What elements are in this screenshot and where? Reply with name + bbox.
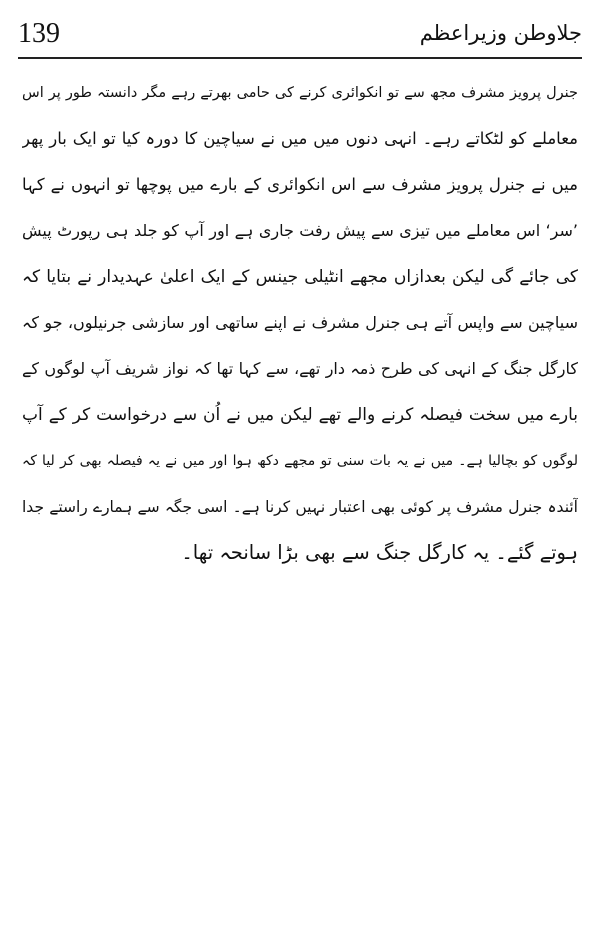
- text-line: کارگل جنگ کے انہی کی طرح ذمہ دار تھے، سے کہا تھا کہ نواز شریف آپ لوگوں کے: [22, 359, 578, 378]
- body-paragraph: [22, 70, 578, 576]
- text-line: جنرل پرویز مشرف مجھ سے تو انکوائری کرنے کی حامی بھرتے رہے مگر دانستہ طور پر اس: [22, 85, 578, 101]
- text-line: بارے میں سخت فیصلہ کرنے والے تھے لیکن میں نے اُن سے درخواست کر کے آپ: [22, 405, 578, 425]
- text-line-last: ہوتے گئے۔ یہ کارگل جنگ سے بھی بڑا سانحہ تھا۔: [181, 541, 578, 564]
- text-line: آئندہ جنرل مشرف پر کوئی بھی اعتبار نہیں کرنا ہے۔ اسی جگہ سے ہمارے راستے جدا: [22, 498, 578, 516]
- book-title: جلاوطن وزیراعظم: [419, 21, 582, 45]
- header-rule: [18, 57, 582, 59]
- running-header: [18, 14, 582, 56]
- text-line: سیاچین سے واپس آتے ہی جنرل مشرف نے اپنے ساتھی اور سازشی جرنیلوں، جو کہ: [22, 313, 578, 332]
- text-line: ’سر‘ اس معاملے میں تیزی سے پیش رفت جاری ہے اور آپ کو جلد ہی رپورٹ پیش: [22, 221, 578, 240]
- text-line: کی جائے گی لیکن بعدازاں مجھے انٹیلی جینس کے ایک اعلیٰ عہدیدار نے بتایا کہ: [22, 267, 578, 287]
- text-line: لوگوں کو بچالیا ہے۔ میں نے یہ بات سنی تو مجھے دکھ ہوا اور میں نے یہ فیصلہ بھی کر لیا کہ: [22, 453, 578, 469]
- text-line: معاملے کو لٹکاتے رہے۔ انہی دنوں میں میں نے سیاچین کا دورہ کیا تو ایک بار پھر: [22, 129, 578, 148]
- text-line: میں نے جنرل پرویز مشرف سے اس انکوائری کے بارے میں پوچھا تو انہوں نے کہا: [22, 175, 578, 194]
- page-number: 139: [18, 18, 60, 49]
